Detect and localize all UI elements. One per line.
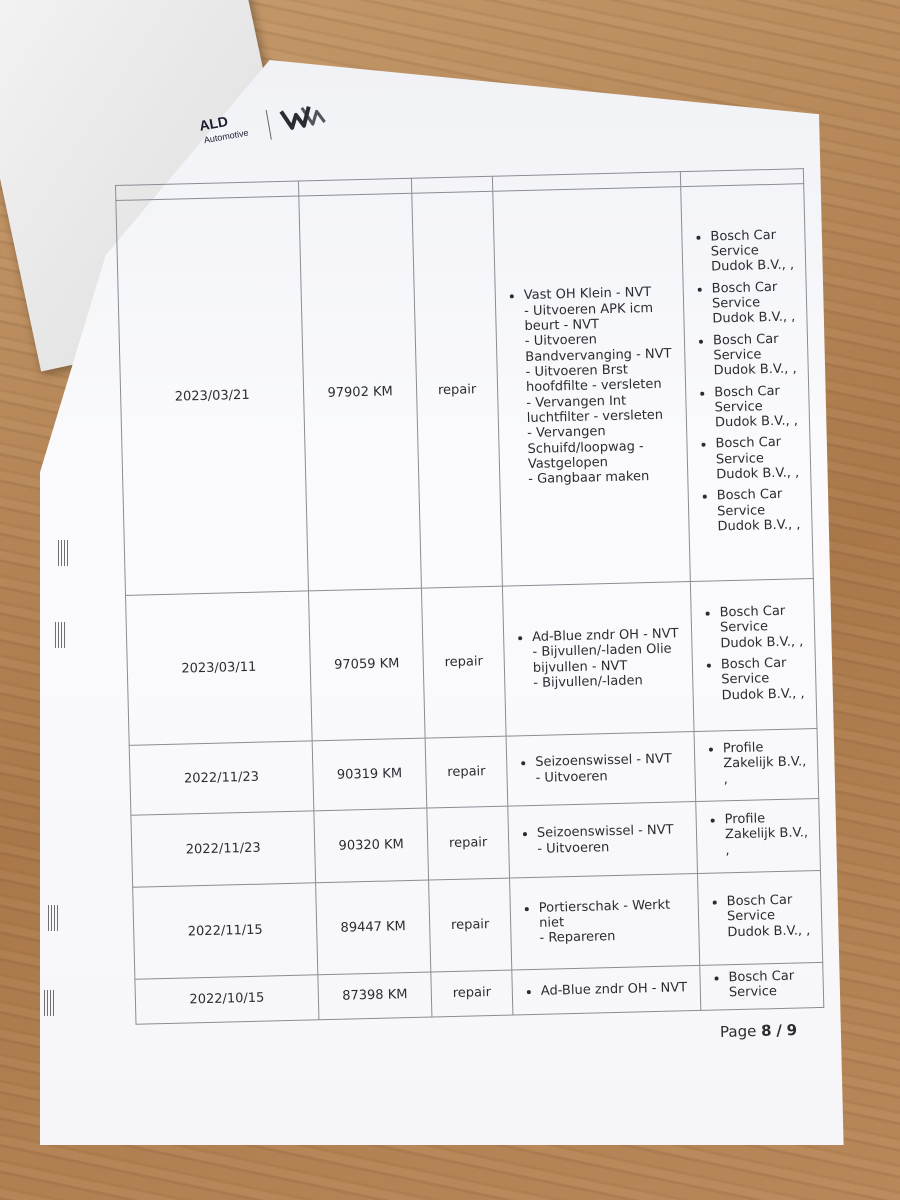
description-line: • Portierschak - Werkt niet — [538, 897, 671, 931]
description-item — [537, 822, 691, 856]
description-line: - Bijvullen/-laden Olie bijvullen - NVT — [532, 641, 672, 676]
description-item — [541, 980, 694, 999]
description-item — [532, 626, 686, 691]
date-cell: 2022/11/15 — [133, 883, 318, 979]
page-total: 9 — [786, 1020, 798, 1040]
description-item — [524, 285, 682, 488]
mileage-cell: 90320 KM — [314, 808, 429, 883]
logo-ald-text: ALD — [198, 113, 230, 134]
mileage-cell: 90319 KM — [312, 738, 427, 811]
logo-automotive-text: Automotive — [203, 127, 250, 146]
provider-cell — [694, 729, 819, 802]
description-list — [510, 626, 686, 692]
provider-list — [688, 227, 805, 536]
description-line: - Uitvoeren Brst hoofdfilte - versleten — [525, 362, 662, 396]
mileage-cell: 97902 KM — [299, 193, 422, 591]
description-cell — [502, 582, 694, 737]
description-list — [517, 897, 693, 947]
description-cell — [493, 187, 691, 586]
provider-cell — [697, 870, 822, 965]
description-line: - Uitvoeren — [537, 839, 610, 857]
description-cell — [506, 732, 696, 807]
mileage-cell: 87398 KM — [318, 972, 432, 1019]
page-label: Page — [719, 1022, 757, 1042]
page-current: 8 — [760, 1021, 772, 1040]
description-line: • Seizoenswissel - NVT — [535, 751, 672, 771]
binding-mark — [48, 905, 58, 931]
provider-item: • Bosch Car Service Dudok B.V., , — [717, 487, 806, 535]
provider-cell — [681, 184, 814, 582]
description-list — [502, 285, 682, 488]
description-cell — [508, 801, 698, 878]
mileage-cell: 89447 KM — [316, 880, 431, 975]
provider-list — [701, 739, 812, 788]
logo-divider — [266, 110, 272, 140]
description-line: - Gangbaar maken — [528, 469, 650, 488]
provider-item: • Bosch Car Service Dudok B.V., , — [710, 227, 799, 275]
provider-item: • Bosch Car Service Dudok B.V., , — [712, 279, 801, 327]
description-list — [519, 980, 694, 1000]
description-list — [513, 751, 689, 786]
table-row — [133, 870, 823, 979]
description-line: • Ad-Blue zndr OH - NVT — [540, 980, 688, 999]
provider-cell — [690, 579, 817, 732]
page-separator: / — [776, 1021, 783, 1040]
description-line: - Uitvoeren APK icm beurt - NVT — [524, 300, 654, 335]
type-cell: repair — [431, 970, 513, 1017]
description-list — [515, 822, 691, 857]
provider-cell — [696, 798, 821, 873]
type-cell: repair — [412, 191, 503, 588]
provider-item: • Bosch Car Service Dudok B.V., , — [721, 655, 810, 703]
description-line: - Uitvoeren Bandvervanging - NVT — [524, 332, 672, 365]
date-cell: 2022/11/23 — [131, 811, 316, 887]
description-line: - Uitvoeren — [535, 768, 608, 786]
page-number — [720, 1021, 797, 1041]
type-cell: repair — [421, 586, 506, 738]
type-cell: repair — [425, 736, 508, 808]
description-line: • Vast OH Klein - NVT — [523, 285, 652, 304]
binding-mark — [44, 990, 54, 1016]
description-item — [535, 751, 689, 785]
provider-list — [703, 810, 814, 859]
description-line: • Ad-Blue zndr OH - NVT — [531, 626, 679, 645]
provider-item: • Bosch Car Service — [728, 968, 817, 1001]
binding-mark — [55, 622, 65, 648]
date-cell: 2023/03/11 — [126, 591, 313, 745]
description-line: - Vervangen Int luchtfilter - versleten — [526, 393, 664, 426]
type-cell: repair — [427, 806, 510, 880]
brand-mark-icon — [277, 98, 329, 136]
table-row — [116, 184, 813, 596]
provider-item: • Bosch Car Service Dudok B.V., , — [719, 603, 808, 651]
provider-cell — [700, 962, 824, 1010]
provider-item: • Bosch Car Service Dudok B.V., , — [714, 383, 803, 431]
provider-list — [697, 603, 809, 704]
date-cell: 2022/10/15 — [135, 975, 319, 1024]
description-line: - Vervangen Schuifd/loopwag - Vastgelopen — [527, 424, 644, 472]
description-line: - Bijvullen/-laden — [533, 673, 643, 691]
table-row — [126, 579, 817, 746]
description-item — [539, 897, 693, 947]
description-cell — [510, 873, 700, 970]
provider-item: • Bosch Car Service Dudok B.V., , — [727, 892, 816, 940]
mileage-cell: 97059 KM — [308, 588, 425, 741]
provider-item: • Profile Zakelijk B.V., , — [725, 810, 814, 858]
description-line: • Seizoenswissel - NVT — [536, 822, 674, 842]
description-line: - Repareren — [539, 929, 616, 947]
maintenance-history-table — [115, 168, 824, 1024]
provider-item: • Profile Zakelijk B.V., , — [723, 739, 812, 787]
description-cell — [512, 965, 701, 1014]
provider-item: • Bosch Car Service Dudok B.V., , — [713, 331, 802, 379]
date-cell: 2022/11/23 — [129, 741, 314, 815]
date-cell: 2023/03/21 — [116, 196, 309, 595]
provider-list — [705, 892, 816, 941]
provider-list — [706, 968, 817, 1001]
binding-mark — [58, 540, 68, 566]
type-cell: repair — [429, 878, 512, 972]
provider-item: • Bosch Car Service Dudok B.V., , — [715, 435, 804, 483]
